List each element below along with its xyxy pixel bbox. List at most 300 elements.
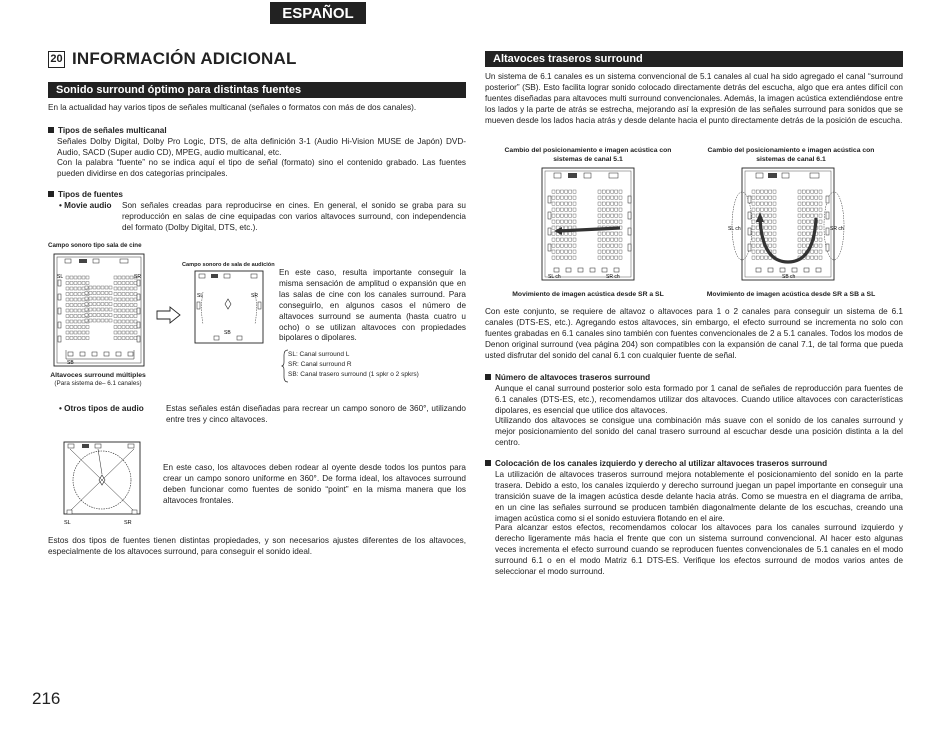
seat-icon — [86, 326, 89, 329]
seat-icon — [93, 297, 96, 300]
surround-speaker-icon — [548, 228, 551, 235]
rear-speaker-icon — [578, 268, 583, 272]
seat-icon — [134, 326, 137, 329]
seat-icon — [615, 202, 618, 205]
seat-icon — [560, 250, 563, 253]
seat-icon — [611, 214, 614, 217]
seat-icon — [756, 250, 759, 253]
seat-icon — [565, 250, 568, 253]
seat-icon — [114, 320, 117, 323]
seat-icon — [806, 226, 809, 229]
seat-icon — [105, 303, 108, 306]
seat-icon — [752, 256, 755, 259]
listening-room-diagram — [194, 270, 266, 346]
seat-icon — [598, 190, 601, 193]
seat-icon — [85, 286, 88, 289]
seat-icon — [815, 208, 818, 211]
seat-icon — [74, 287, 77, 290]
seat-icon — [93, 286, 96, 289]
legend-sb: SB: Canal trasero surround (1 spkr o 2 spkrs) — [288, 371, 419, 378]
rear-speaker-icon — [792, 268, 797, 272]
seat-icon — [134, 309, 137, 312]
seat-icon — [70, 320, 73, 323]
colocacion-heading: Colocación de los canales izquierdo y derecho al utilizar altavoces traseros surround — [485, 459, 903, 470]
seat-icon — [74, 309, 77, 312]
seat-icon — [806, 196, 809, 199]
seat-icon — [769, 196, 772, 199]
seat-icon — [760, 202, 763, 205]
rear-speaker-icon — [816, 268, 821, 272]
seat-icon — [130, 337, 133, 340]
seat-icon — [752, 202, 755, 205]
seat-icon — [619, 256, 622, 259]
seat-icon — [773, 190, 776, 193]
surround-speaker-icon — [548, 212, 551, 219]
seat-icon — [602, 232, 605, 235]
seat-icon — [114, 309, 117, 312]
seat-icon — [126, 337, 129, 340]
seat-icon — [78, 298, 81, 301]
seat-icon — [811, 214, 814, 217]
after-diagrams-text: Con este conjunto, se requiere de altavoz o altavoces para 1 o 2 canales para conseguir un sistema de 6.1 canales (DTS-ES, etc.). Agregando estos altavoces, sin embargo, el efecto surround se incrementa no solo con fuentes grabadas en 6.1 canales sino también con fuentes convencionales de 2 a 5.1 canales. Todos los modos de Denon original surround (vea página 204) son compatibles con la expansión de canal 7.1, de tal forma que pueda usted disfrutar del sonido del canal 6.1 con cualquier fuente de señal. — [485, 307, 903, 360]
surround-speaker-icon — [548, 196, 551, 203]
seat-icon — [130, 326, 133, 329]
seat-icon — [606, 250, 609, 253]
seat-icon — [66, 337, 69, 340]
seat-icon — [86, 276, 89, 279]
seat-icon — [811, 202, 814, 205]
seat-icon — [773, 226, 776, 229]
seat-icon — [122, 320, 125, 323]
seat-icon — [798, 190, 801, 193]
seat-icon — [134, 315, 137, 318]
seat-icon — [756, 190, 759, 193]
movie-audio-text: Son señales creadas para reproducirse en cines. En general, el sonido se graba para su reproducción en salas de cine equipadas con varios altavoces surround, con independencia del formato (Dolby Digital, DTS, etc.). — [122, 201, 466, 232]
seat-icon — [85, 319, 88, 322]
seat-icon — [752, 232, 755, 235]
surround-speaker-icon — [748, 228, 751, 235]
seat-icon — [101, 292, 104, 295]
seat-icon — [569, 220, 572, 223]
seat-icon — [765, 208, 768, 211]
seat-icon — [569, 238, 572, 241]
seat-icon — [85, 314, 88, 317]
seat-icon — [118, 326, 121, 329]
seat-icon — [109, 319, 112, 322]
seat-icon — [815, 190, 818, 193]
seat-icon — [819, 220, 822, 223]
seat-icon — [598, 232, 601, 235]
seat-icon — [105, 314, 108, 317]
seat-icon — [134, 320, 137, 323]
seat-icon — [756, 238, 759, 241]
seat-icon — [552, 256, 555, 259]
seat-icon — [122, 337, 125, 340]
seat-icon — [769, 190, 772, 193]
seat-icon — [556, 238, 559, 241]
seat-icon — [105, 286, 108, 289]
seat-icon — [815, 202, 818, 205]
seat-icon — [130, 331, 133, 334]
seat-icon — [602, 214, 605, 217]
seat-icon — [70, 331, 73, 334]
fig3-sr-label: SR — [124, 520, 132, 526]
seat-icon — [602, 196, 605, 199]
seat-icon — [598, 250, 601, 253]
seat-icon — [109, 314, 112, 317]
surround-speaker-icon — [826, 228, 829, 235]
seat-icon — [86, 331, 89, 334]
seat-icon — [615, 250, 618, 253]
seat-icon — [114, 282, 117, 285]
diagram-6-1-channel — [722, 166, 852, 284]
tipos-senales-p2: Con la palabra “fuente” no se indica aquí el tipo de señal (formato) sino el contenido grabado. Las fuentes pueden dividirse en dos categorías principales. — [57, 158, 466, 178]
seat-icon — [89, 297, 92, 300]
seat-icon — [611, 232, 614, 235]
seat-icon — [130, 293, 133, 296]
seat-icon — [552, 190, 555, 193]
seat-icon — [74, 293, 77, 296]
seat-icon — [134, 331, 137, 334]
seat-icon — [598, 214, 601, 217]
seat-icon — [615, 256, 618, 259]
colocacion-p2: Para alcanzar estos efectos, recomendamos colocar los altavoces para los canales surround izquierdo y derecho ligeramente más hacia el frente que con un sistema surround convencional. Al hacer esto algunas veces incrementa el efecto surround cuando se reproducen fuentes convencionales de 5.1 canales en el modo surround 6.1 o en el modo Matriz 6.1 DTS-ES. Verifique los efectos surround de modos varios antes de seleccionar el modo surround. — [495, 523, 903, 576]
seat-icon — [101, 319, 104, 322]
seat-icon — [85, 308, 88, 311]
fig3-sl-label: SL — [64, 520, 71, 526]
seat-icon — [78, 331, 81, 334]
seat-icon — [773, 250, 776, 253]
seat-icon — [97, 308, 100, 311]
seat-icon — [122, 298, 125, 301]
seat-icon — [560, 190, 563, 193]
seat-icon — [798, 220, 801, 223]
seat-icon — [756, 202, 759, 205]
seat-icon — [78, 282, 81, 285]
seat-icon — [66, 276, 69, 279]
seat-icon — [611, 256, 614, 259]
seat-icon — [569, 250, 572, 253]
seat-icon — [109, 297, 112, 300]
seat-icon — [118, 315, 121, 318]
seat-icon — [101, 308, 104, 311]
seat-icon — [769, 226, 772, 229]
diag-b-sr-label: SR ch — [830, 226, 844, 232]
seat-icon — [122, 287, 125, 290]
seat-icon — [82, 304, 85, 307]
numero-heading: Número de altavoces traseros surround — [485, 373, 903, 384]
seat-icon — [760, 190, 763, 193]
seat-icon — [611, 190, 614, 193]
seat-icon — [615, 214, 618, 217]
surround-speaker-icon — [628, 196, 631, 203]
rear-speaker-icon — [614, 268, 619, 272]
seat-icon — [82, 331, 85, 334]
seat-icon — [569, 226, 572, 229]
seat-icon — [565, 232, 568, 235]
seat-icon — [70, 298, 73, 301]
seat-icon — [819, 196, 822, 199]
rear-speaker-icon — [602, 268, 607, 272]
seat-icon — [598, 202, 601, 205]
seat-icon — [556, 208, 559, 211]
seat-icon — [598, 196, 601, 199]
seat-icon — [756, 256, 759, 259]
seat-icon — [602, 244, 605, 247]
seat-icon — [802, 202, 805, 205]
seat-icon — [74, 304, 77, 307]
seat-icon — [122, 304, 125, 307]
seat-icon — [93, 292, 96, 295]
seat-icon — [70, 293, 73, 296]
seat-icon — [556, 244, 559, 247]
seat-icon — [756, 244, 759, 247]
seat-icon — [760, 244, 763, 247]
seat-icon — [819, 244, 822, 247]
seat-icon — [802, 238, 805, 241]
seat-icon — [765, 226, 768, 229]
seat-icon — [615, 190, 618, 193]
seat-icon — [602, 256, 605, 259]
seat-icon — [615, 196, 618, 199]
seat-icon — [798, 250, 801, 253]
seat-icon — [101, 286, 104, 289]
seat-icon — [598, 256, 601, 259]
seat-icon — [70, 276, 73, 279]
seat-icon — [752, 214, 755, 217]
seat-icon — [769, 202, 772, 205]
surround-speaker-icon — [748, 212, 751, 219]
seat-icon — [765, 202, 768, 205]
seat-icon — [560, 202, 563, 205]
seat-icon — [565, 256, 568, 259]
surround-speaker-icon — [748, 196, 751, 203]
seat-icon — [573, 232, 576, 235]
seat-icon — [552, 232, 555, 235]
seat-icon — [93, 303, 96, 306]
legend-sl: SL: Canal surround L — [288, 351, 350, 358]
seat-icon — [611, 196, 614, 199]
seat-icon — [78, 304, 81, 307]
seat-icon — [602, 208, 605, 211]
surround-speaker-icon — [628, 228, 631, 235]
seat-icon — [819, 214, 822, 217]
seat-icon — [118, 337, 121, 340]
seat-icon — [122, 276, 125, 279]
seat-icon — [122, 293, 125, 296]
seat-icon — [619, 196, 622, 199]
seat-icon — [598, 220, 601, 223]
seat-icon — [78, 293, 81, 296]
seat-icon — [819, 190, 822, 193]
seat-icon — [118, 304, 121, 307]
seat-icon — [811, 208, 814, 211]
seat-icon — [769, 238, 772, 241]
seat-icon — [815, 238, 818, 241]
seat-icon — [565, 190, 568, 193]
seat-icon — [130, 304, 133, 307]
seat-icon — [74, 337, 77, 340]
seat-icon — [802, 244, 805, 247]
seat-icon — [122, 282, 125, 285]
seat-icon — [811, 256, 814, 259]
fig2-sb-label: SB — [224, 330, 231, 336]
seat-icon — [819, 202, 822, 205]
seat-icon — [105, 297, 108, 300]
seat-icon — [78, 287, 81, 290]
seat-icon — [89, 286, 92, 289]
seat-icon — [752, 190, 755, 193]
seat-icon — [70, 282, 73, 285]
surround-speaker-icon — [748, 244, 751, 251]
bullet-square-icon — [48, 127, 54, 133]
seat-icon — [97, 314, 100, 317]
seat-icon — [760, 196, 763, 199]
seat-icon — [598, 238, 601, 241]
seat-icon — [560, 214, 563, 217]
seat-icon — [815, 244, 818, 247]
seat-icon — [130, 282, 133, 285]
seat-icon — [556, 250, 559, 253]
seat-icon — [114, 276, 117, 279]
seat-icon — [70, 304, 73, 307]
seat-icon — [802, 190, 805, 193]
seat-icon — [105, 292, 108, 295]
seat-icon — [611, 202, 614, 205]
fig1-caption-small: (Para sistema de– 6.1 canales) — [54, 380, 142, 387]
fig2-sr-label: SR — [251, 293, 258, 299]
seat-icon — [93, 319, 96, 322]
seat-icon — [565, 244, 568, 247]
seat-icon — [569, 214, 572, 217]
seat-icon — [560, 196, 563, 199]
seat-icon — [82, 293, 85, 296]
seat-icon — [602, 220, 605, 223]
rear-speaker-icon — [590, 268, 595, 272]
seat-icon — [760, 250, 763, 253]
seat-icon — [565, 208, 568, 211]
left-intro: En la actualidad hay varios tipos de señales multicanal (señales o formatos con más de dos canales). — [48, 103, 417, 112]
seat-icon — [89, 319, 92, 322]
seat-icon — [126, 320, 129, 323]
seat-icon — [756, 196, 759, 199]
seat-icon — [118, 309, 121, 312]
seat-icon — [82, 326, 85, 329]
seat-icon — [552, 244, 555, 247]
seat-icon — [806, 214, 809, 217]
section-title: INFORMACIÓN ADICIONAL — [72, 49, 297, 68]
seat-icon — [806, 220, 809, 223]
seat-icon — [760, 256, 763, 259]
seat-icon — [122, 331, 125, 334]
seat-icon — [82, 320, 85, 323]
rear-speaker-icon — [804, 268, 809, 272]
seat-icon — [611, 250, 614, 253]
seat-icon — [606, 232, 609, 235]
seat-icon — [819, 226, 822, 229]
seat-icon — [82, 337, 85, 340]
surround-speaker-icon — [628, 212, 631, 219]
rear-speaker-icon — [780, 268, 785, 272]
seat-icon — [569, 256, 572, 259]
seat-icon — [802, 220, 805, 223]
seat-icon — [565, 196, 568, 199]
seat-icon — [74, 326, 77, 329]
seat-icon — [126, 276, 129, 279]
seat-icon — [573, 208, 576, 211]
seat-icon — [565, 214, 568, 217]
seat-icon — [806, 208, 809, 211]
seat-icon — [109, 286, 112, 289]
seat-icon — [752, 226, 755, 229]
surround-speaker-icon — [826, 212, 829, 219]
seat-icon — [765, 214, 768, 217]
seat-icon — [815, 250, 818, 253]
seat-icon — [105, 319, 108, 322]
diag-a-title: Cambio del posicionamiento e imagen acústica con sistemas de canal 5.1 — [504, 147, 672, 163]
seat-icon — [798, 244, 801, 247]
seat-icon — [573, 196, 576, 199]
seat-icon — [802, 208, 805, 211]
seat-icon — [798, 214, 801, 217]
seat-icon — [615, 208, 618, 211]
seat-icon — [619, 214, 622, 217]
seat-icon — [773, 196, 776, 199]
seat-icon — [118, 320, 121, 323]
seat-icon — [93, 308, 96, 311]
seat-icon — [126, 315, 129, 318]
seat-icon — [798, 196, 801, 199]
seat-icon — [773, 244, 776, 247]
seat-icon — [66, 282, 69, 285]
seat-icon — [70, 337, 73, 340]
seat-icon — [134, 298, 137, 301]
diag-b-caption: Movimiento de imagen acústica desde SR a SB a SL — [706, 291, 876, 298]
seat-icon — [70, 309, 73, 312]
seat-icon — [615, 238, 618, 241]
right-section-bar: Altavoces traseros surround — [485, 51, 903, 67]
seat-icon — [82, 315, 85, 318]
seat-icon — [126, 293, 129, 296]
seat-icon — [114, 315, 117, 318]
seat-icon — [70, 287, 73, 290]
seat-icon — [569, 196, 572, 199]
language-tab: ESPAÑOL — [270, 2, 366, 24]
seat-icon — [619, 238, 622, 241]
seat-icon — [97, 303, 100, 306]
seat-icon — [815, 196, 818, 199]
seat-icon — [66, 287, 69, 290]
seat-icon — [565, 226, 568, 229]
seat-icon — [66, 293, 69, 296]
seat-icon — [765, 256, 768, 259]
seat-icon — [765, 190, 768, 193]
seat-icon — [573, 238, 576, 241]
360-soundfield-diagram — [58, 440, 148, 528]
seat-icon — [598, 208, 601, 211]
movie-audio-label: • Movie audio — [59, 201, 112, 210]
seat-icon — [126, 326, 129, 329]
seat-icon — [815, 256, 818, 259]
seat-icon — [126, 304, 129, 307]
seat-icon — [602, 250, 605, 253]
seat-icon — [109, 292, 112, 295]
diag-a-sl-label: SL ch — [548, 274, 561, 280]
seat-icon — [130, 298, 133, 301]
seat-icon — [611, 244, 614, 247]
seat-icon — [565, 202, 568, 205]
numero-p2: Utilizando dos altavoces se consigue una combinación más suave con el sonido de los canales surround y mejor posicionamiento del sonido del canal trasero surround al escuchar desde una posición distinta a la del centro. — [495, 416, 903, 447]
